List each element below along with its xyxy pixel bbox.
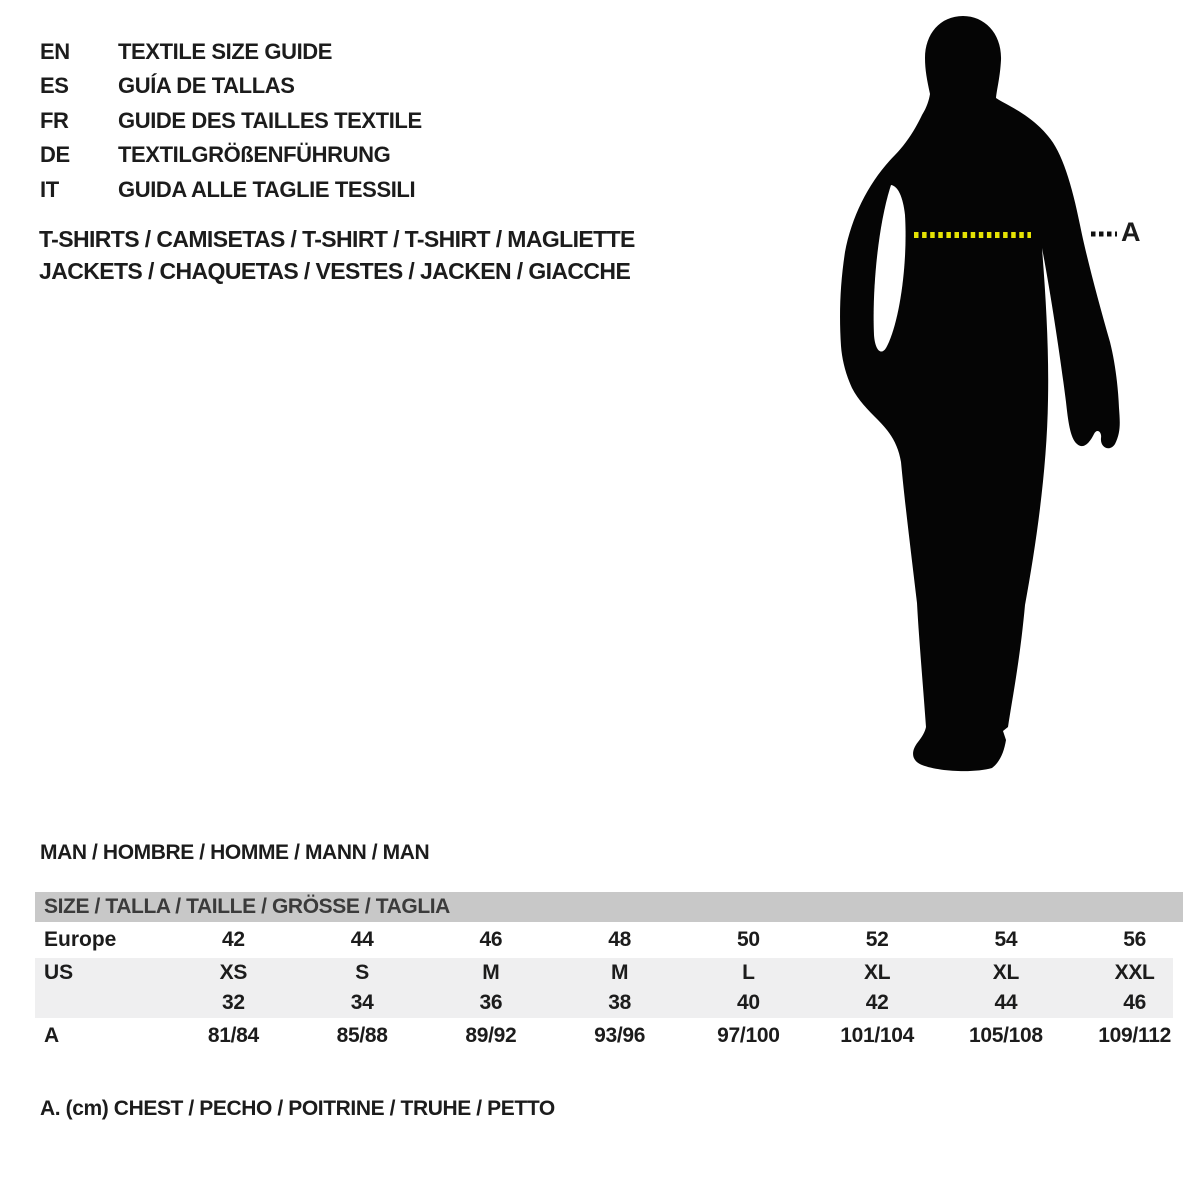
table-row — [35, 1018, 1199, 1054]
size-value: M — [611, 961, 629, 984]
man-silhouette-body — [840, 16, 1120, 771]
table-row — [35, 958, 1199, 988]
size-value: 105/108 — [968, 1024, 1043, 1047]
size-value: XL — [864, 961, 891, 984]
size-value: 40 — [736, 991, 760, 1014]
size-value: 54 — [994, 928, 1018, 951]
language-code: IT — [40, 176, 59, 202]
size-value: 81/84 — [207, 1024, 259, 1047]
size-value: 48 — [608, 928, 631, 951]
size-value: 42 — [221, 928, 245, 951]
size-table-header: SIZE / TALLA / TAILLE / GRÖSSE / TAGLIA — [35, 892, 1183, 922]
language-code: DE — [40, 142, 70, 168]
size-value: XS — [219, 961, 248, 984]
row-label: Europe — [44, 928, 117, 951]
measure-label-a: A — [1121, 217, 1141, 247]
size-value: L — [742, 961, 755, 984]
table-row — [35, 922, 1199, 958]
size-value: 46 — [1123, 991, 1146, 1014]
size-value: S — [355, 961, 369, 984]
language-code: ES — [40, 73, 69, 99]
size-value: 52 — [865, 928, 889, 951]
language-code: FR — [40, 107, 69, 133]
size-value: 46 — [479, 928, 503, 951]
size-value: XL — [992, 961, 1019, 984]
measurement-footnote: A. (cm) CHEST / PECHO / POITRINE / TRUHE / PETTO — [40, 1097, 555, 1120]
language-title: GUÍA DE TALLAS — [118, 73, 295, 99]
size-value: 93/96 — [594, 1024, 646, 1047]
language-title: TEXTILGRÖßENFÜHRUNG — [118, 142, 391, 168]
size-value: M — [482, 961, 500, 984]
section-title-man: MAN / HOMBRE / HOMME / MANN / MAN — [40, 841, 430, 864]
size-value: 32 — [221, 991, 245, 1014]
size-value: 42 — [865, 991, 889, 1014]
language-title: TEXTILE SIZE GUIDE — [118, 39, 333, 64]
size-value: 56 — [1123, 928, 1146, 951]
category-jackets: JACKETS / CHAQUETAS / VESTES / JACKEN / GIACCHE — [39, 257, 631, 284]
size-value: 109/112 — [1098, 1024, 1171, 1047]
row-label: A — [44, 1024, 60, 1047]
size-value: XXL — [1114, 961, 1155, 984]
row-label: US — [44, 961, 74, 984]
size-table-rows — [35, 922, 1199, 1054]
size-value: 44 — [994, 991, 1018, 1014]
language-code: EN — [40, 39, 70, 64]
language-title: GUIDA ALLE TAGLIE TESSILI — [118, 176, 416, 202]
category-tshirts: T-SHIRTS / CAMISETAS / T-SHIRT / T-SHIRT / MAGLIETTE — [39, 226, 635, 252]
size-value: 34 — [350, 991, 374, 1014]
size-value: 85/88 — [336, 1024, 388, 1047]
size-value: 36 — [479, 991, 503, 1014]
size-value: 44 — [350, 928, 374, 951]
size-value: 50 — [736, 928, 760, 951]
language-title: GUIDE DES TAILLES TEXTILE — [118, 107, 422, 133]
size-value: 97/100 — [717, 1024, 780, 1047]
size-value: 89/92 — [465, 1024, 517, 1047]
table-row — [35, 988, 1199, 1018]
size-value: 38 — [608, 991, 631, 1014]
size-table — [35, 892, 1199, 1054]
size-value: 101/104 — [840, 1024, 915, 1047]
